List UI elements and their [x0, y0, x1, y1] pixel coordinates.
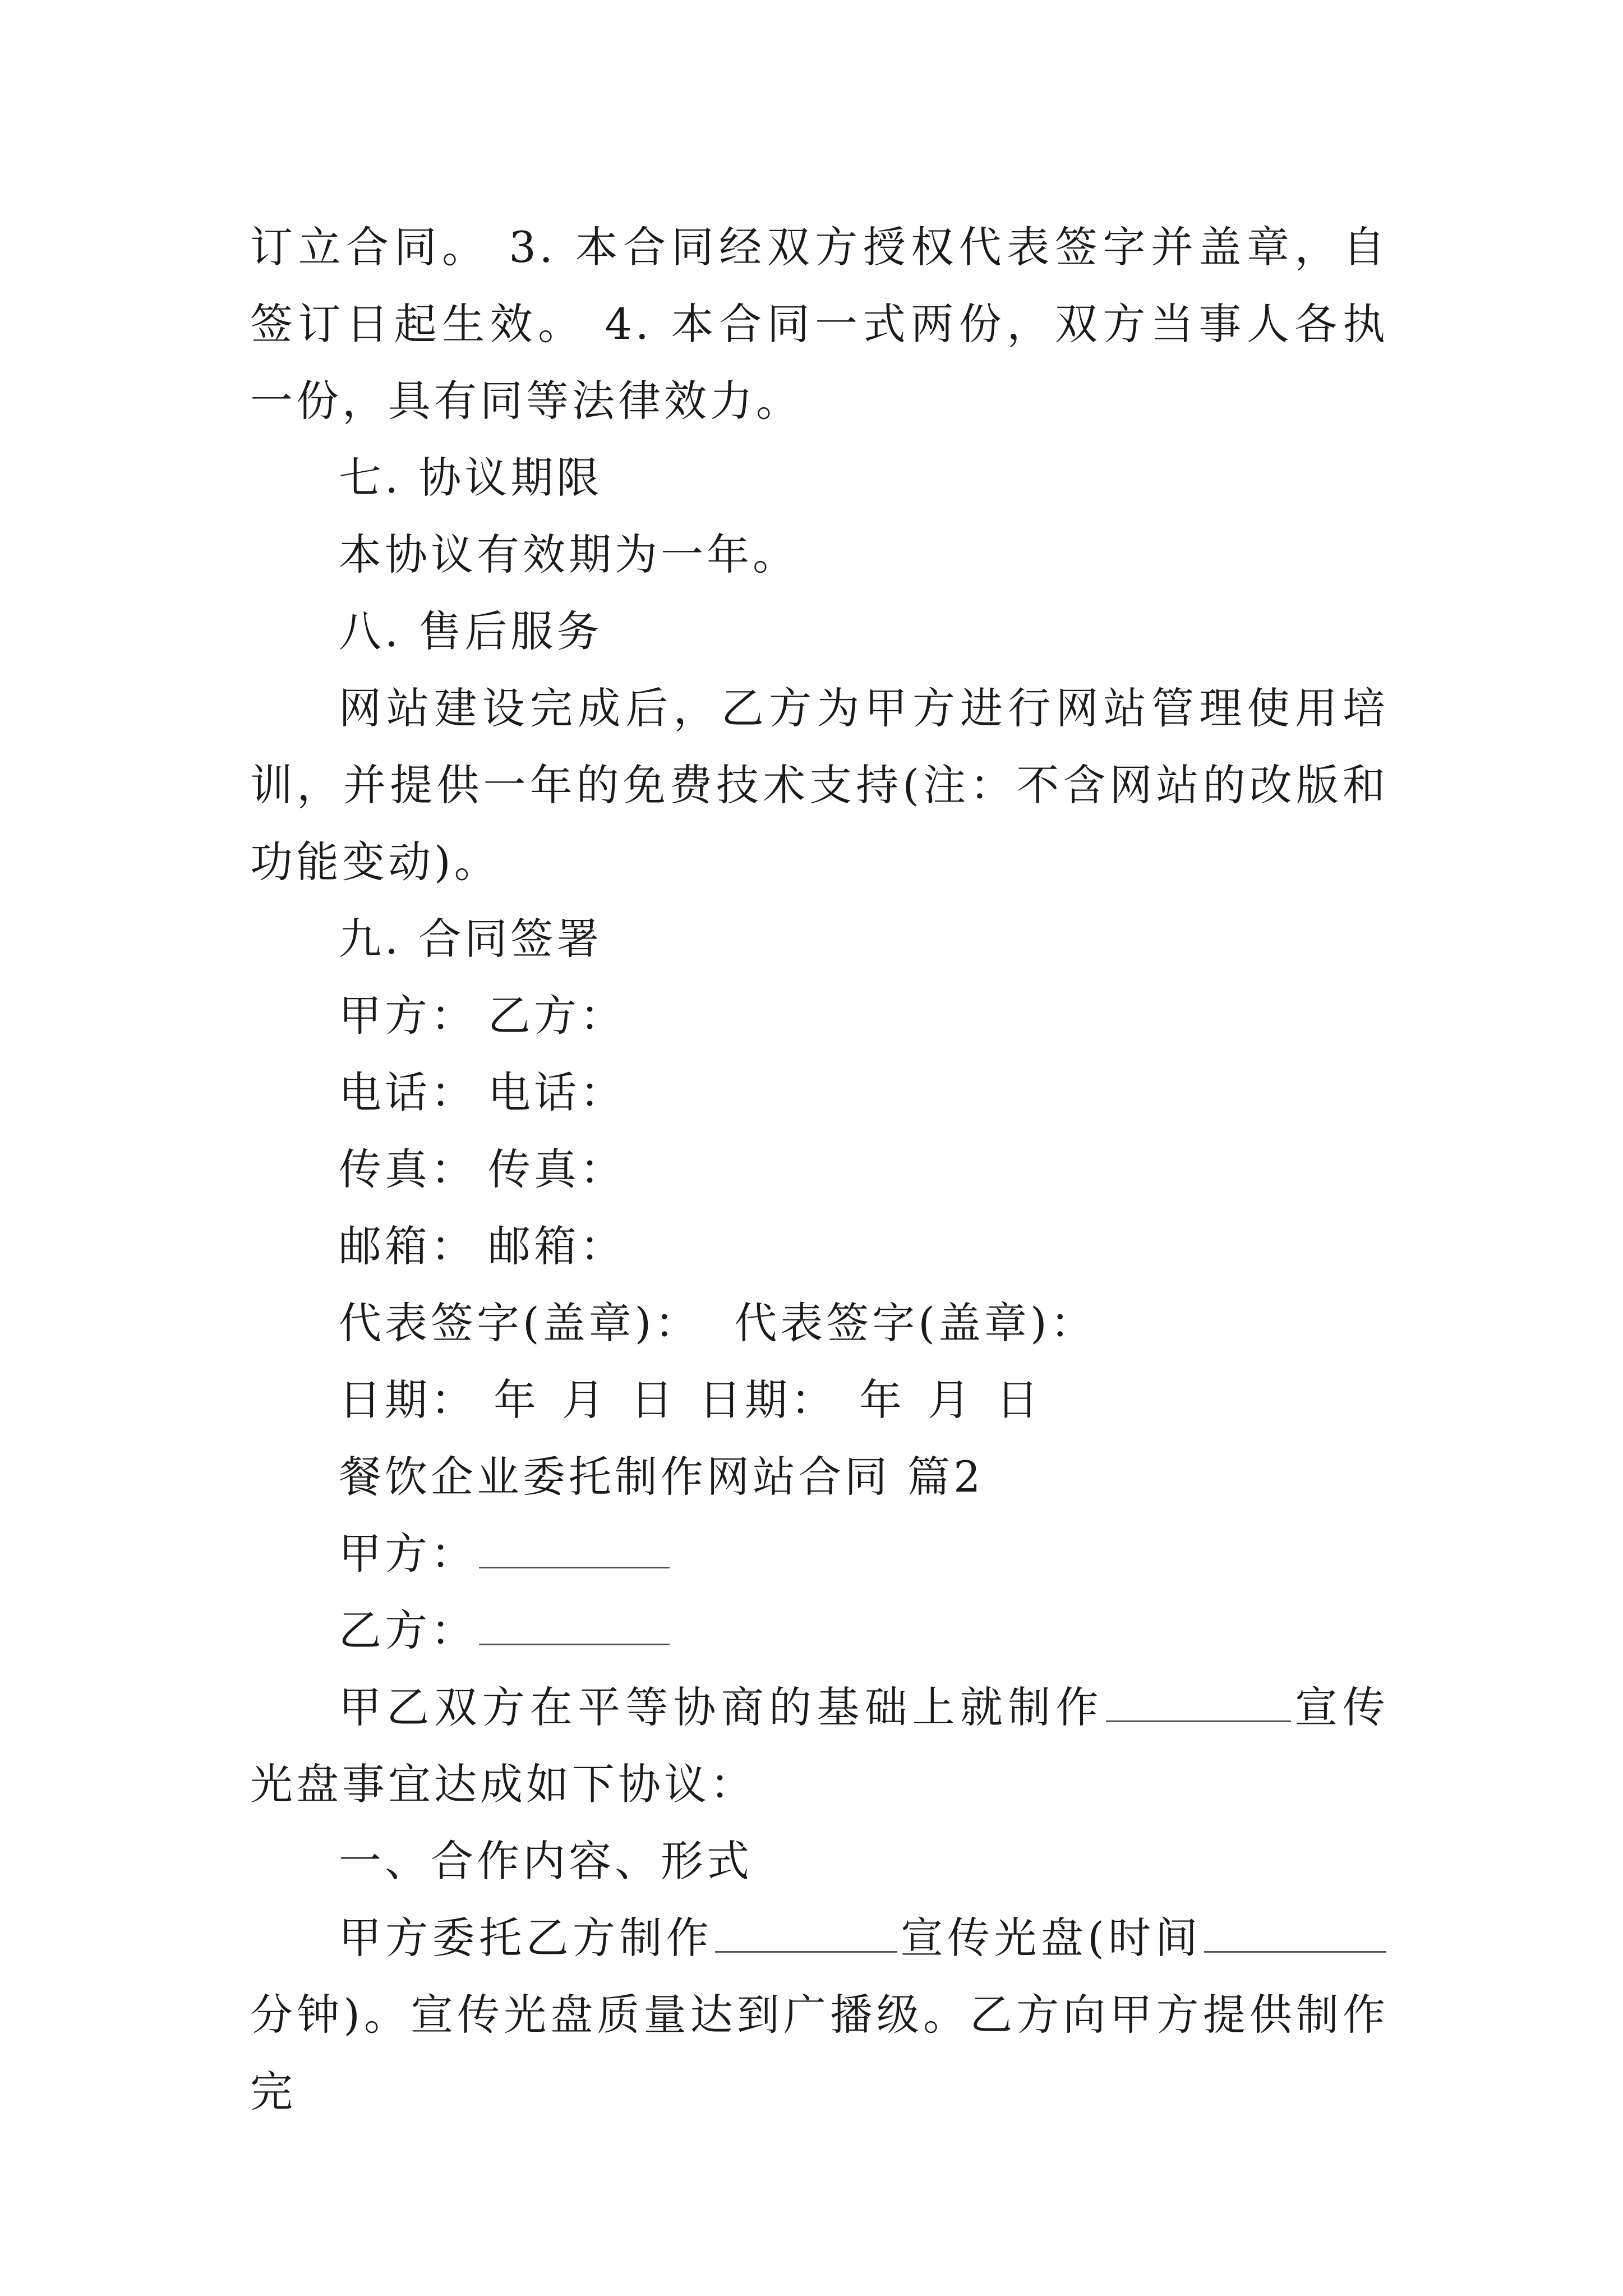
part2-party-a-line: [250, 1515, 1389, 1592]
sign-date-a-year: 年: [494, 1375, 540, 1425]
sign-party-a-label: 甲方：: [339, 991, 477, 1041]
part2-party-b-line: [250, 1592, 1389, 1669]
sign-tel-a-label: 电话：: [339, 1068, 477, 1117]
sign-date-b-month: 月: [928, 1375, 974, 1425]
sign-date-a-label: 日期：: [339, 1375, 477, 1425]
section-9-title: 九. 合同签署: [339, 914, 603, 964]
sign-fax-b-label: 传真：: [488, 1144, 626, 1194]
disc-name-blank: [715, 1908, 897, 1953]
sign-mail-line: [250, 1208, 1389, 1285]
sign-date-b-day: 日: [996, 1375, 1042, 1425]
product-name-blank: [1106, 1678, 1291, 1722]
sign-date-line: [250, 1361, 1389, 1438]
sign-fax-a-label: 传真：: [339, 1144, 477, 1194]
section-8-body: 网站建设完成后，乙方为甲方进行网站管理使用培训，并提供一年的免费技术支持(注：不含网站的改版和功能变动)。: [250, 683, 1389, 887]
sign-mail-b-label: 邮箱：: [488, 1221, 626, 1271]
duration-blank: [1204, 1908, 1386, 1953]
part2-s1-body-1: 甲方委托乙方制作: [339, 1913, 713, 1963]
paragraph-effectiveness: 订立合同。 3. 本合同经双方授权代表签字并盖章，自签订日起生效。 4. 本合同一式两份，双方当事人各执一份，具有同等法律效力。: [250, 222, 1389, 426]
party-a-blank: [479, 1524, 670, 1568]
sign-date-a-month: 月: [562, 1375, 608, 1425]
part2-intro-before: 甲乙双方在平等协商的基础上就制作: [339, 1682, 1104, 1732]
sign-party-b-label: 乙方：: [488, 991, 626, 1041]
part2-party-a-label: 甲方：: [339, 1529, 477, 1579]
document-body: [250, 209, 1389, 2130]
sign-fax-line: [250, 1131, 1389, 1208]
sign-mail-a-label: 邮箱：: [339, 1221, 477, 1271]
sign-tel-line: [250, 1054, 1389, 1131]
sign-date-b-label: 日期：: [699, 1375, 837, 1425]
sign-rep-b-label: 代表签字(盖章)：: [734, 1298, 1096, 1348]
part2-s1-body-3: 分钟)。宣传光盘质量达到广播级。乙方向甲方提供制作完: [250, 1990, 1389, 2116]
sign-rep-a-label: 代表签字(盖章)：: [339, 1298, 701, 1348]
sign-date-a-day: 日: [630, 1375, 676, 1425]
section-7-title: 七. 协议期限: [339, 453, 603, 503]
sign-tel-b-label: 电话：: [488, 1068, 626, 1117]
sign-date-b-year: 年: [859, 1375, 905, 1425]
part2-title: 餐饮企业委托制作网站合同 篇2: [339, 1452, 984, 1502]
part2-section-1-title: 一、合作内容、形式: [339, 1836, 753, 1886]
sign-rep-line: [250, 1285, 1389, 1361]
part2-intro-after: 宣传光盘事宜达成如下协议：: [250, 1682, 1389, 1809]
part2-party-b-label: 乙方：: [339, 1605, 477, 1655]
part2-section-1-body: [250, 1899, 1389, 2130]
sign-party-line: [250, 977, 1389, 1054]
part2-s1-body-2: 宣传光盘(时间: [900, 1913, 1202, 1963]
party-b-blank: [479, 1601, 670, 1645]
section-7-body: 本协议有效期为一年。: [339, 530, 799, 579]
part2-intro: [250, 1669, 1389, 1823]
section-8-title: 八. 售后服务: [339, 606, 603, 656]
